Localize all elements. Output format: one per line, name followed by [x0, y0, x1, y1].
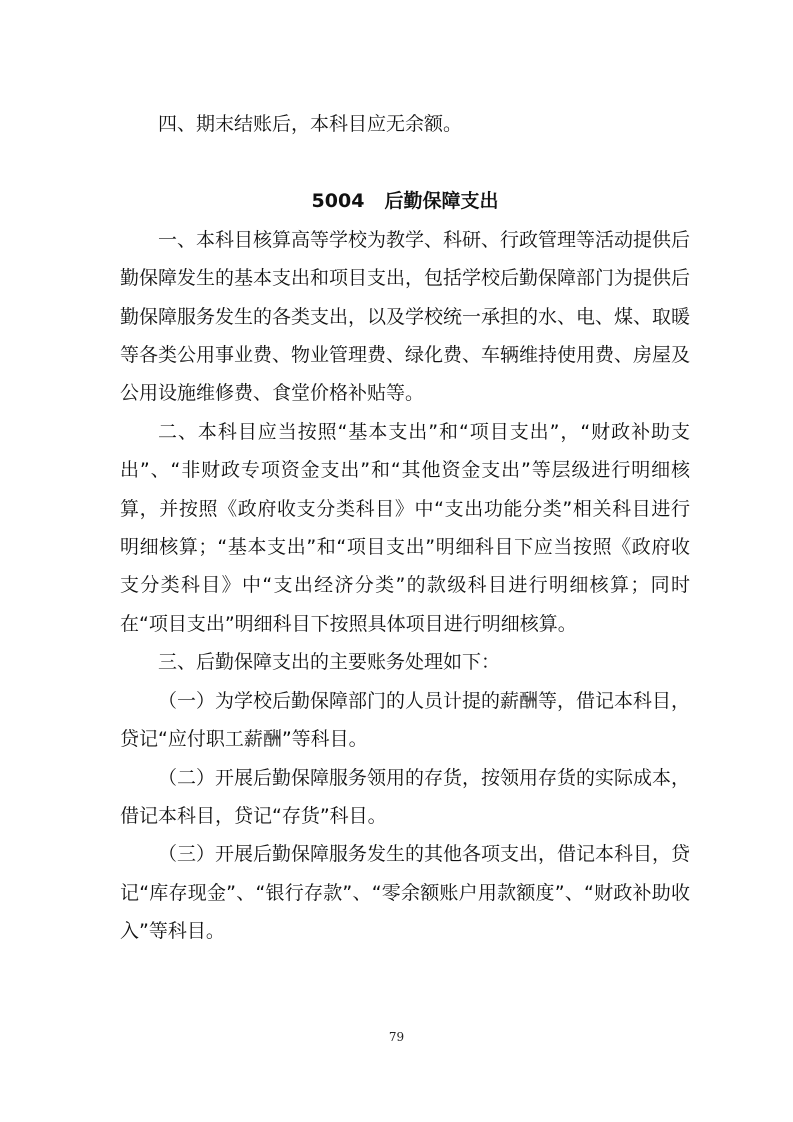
- paragraph-1: 一、本科目核算高等学校为教学、科研、行政管理等活动提供后勤保障发生的基本支出和项目支出，包括学校后勤保障部门为提供后勤保障服务发生的各类支出，以及学校统一承担的水、电、煤、取暖等各类公用事业费、物业管理费、绿化费、车辆维持使用费、房屋及公用设施维修费、食堂价格补贴等。: [120, 228, 691, 405]
- section-spacer: [120, 143, 690, 182]
- section-title: 后勤保障支出: [384, 190, 499, 213]
- section-code: 5004: [311, 190, 365, 213]
- page-content: [120, 105, 690, 951]
- closing-paragraph: 四、期末结账后，本科目应无余额。: [158, 113, 463, 135]
- paragraph-3: 三、后勤保障支出的主要账务处理如下：: [158, 651, 501, 674]
- paragraph-3-3: （三）开展后勤保障服务发生的其他各项支出，借记本科目，贷记“库存现金”、“银行存款”、“零余额账户用款额度”、“财政补助收入”等科目。: [120, 843, 691, 943]
- section-heading: [120, 182, 690, 220]
- paragraph-3-1: （一）为学校后勤保障部门的人员计提的薪酬等，借记本科目，贷记“应付职工薪酬”等科目。: [120, 689, 691, 751]
- page-number: 79: [388, 1030, 405, 1044]
- paragraph-2: 二、本科目应当按照“基本支出”和“项目支出”，“财政补助支出”、“非财政专项资金支出”和“其他资金支出”等层级进行明细核算，并按照《政府收支分类科目》中“支出功能分类”相关科目进行明细核算；“基本支出”和“项目支出”明细科目下应当按照《政府收支分类科目》中“支出经济分类”的款级科目进行明细核算；同时在“项目支出”明细科目下按照具体项目进行明细核算。: [120, 420, 690, 635]
- paragraph-3-2: （二）开展后勤保障服务领用的存货，按领用存货的实际成本，借记本科目，贷记“存货”科目。: [120, 766, 691, 827]
